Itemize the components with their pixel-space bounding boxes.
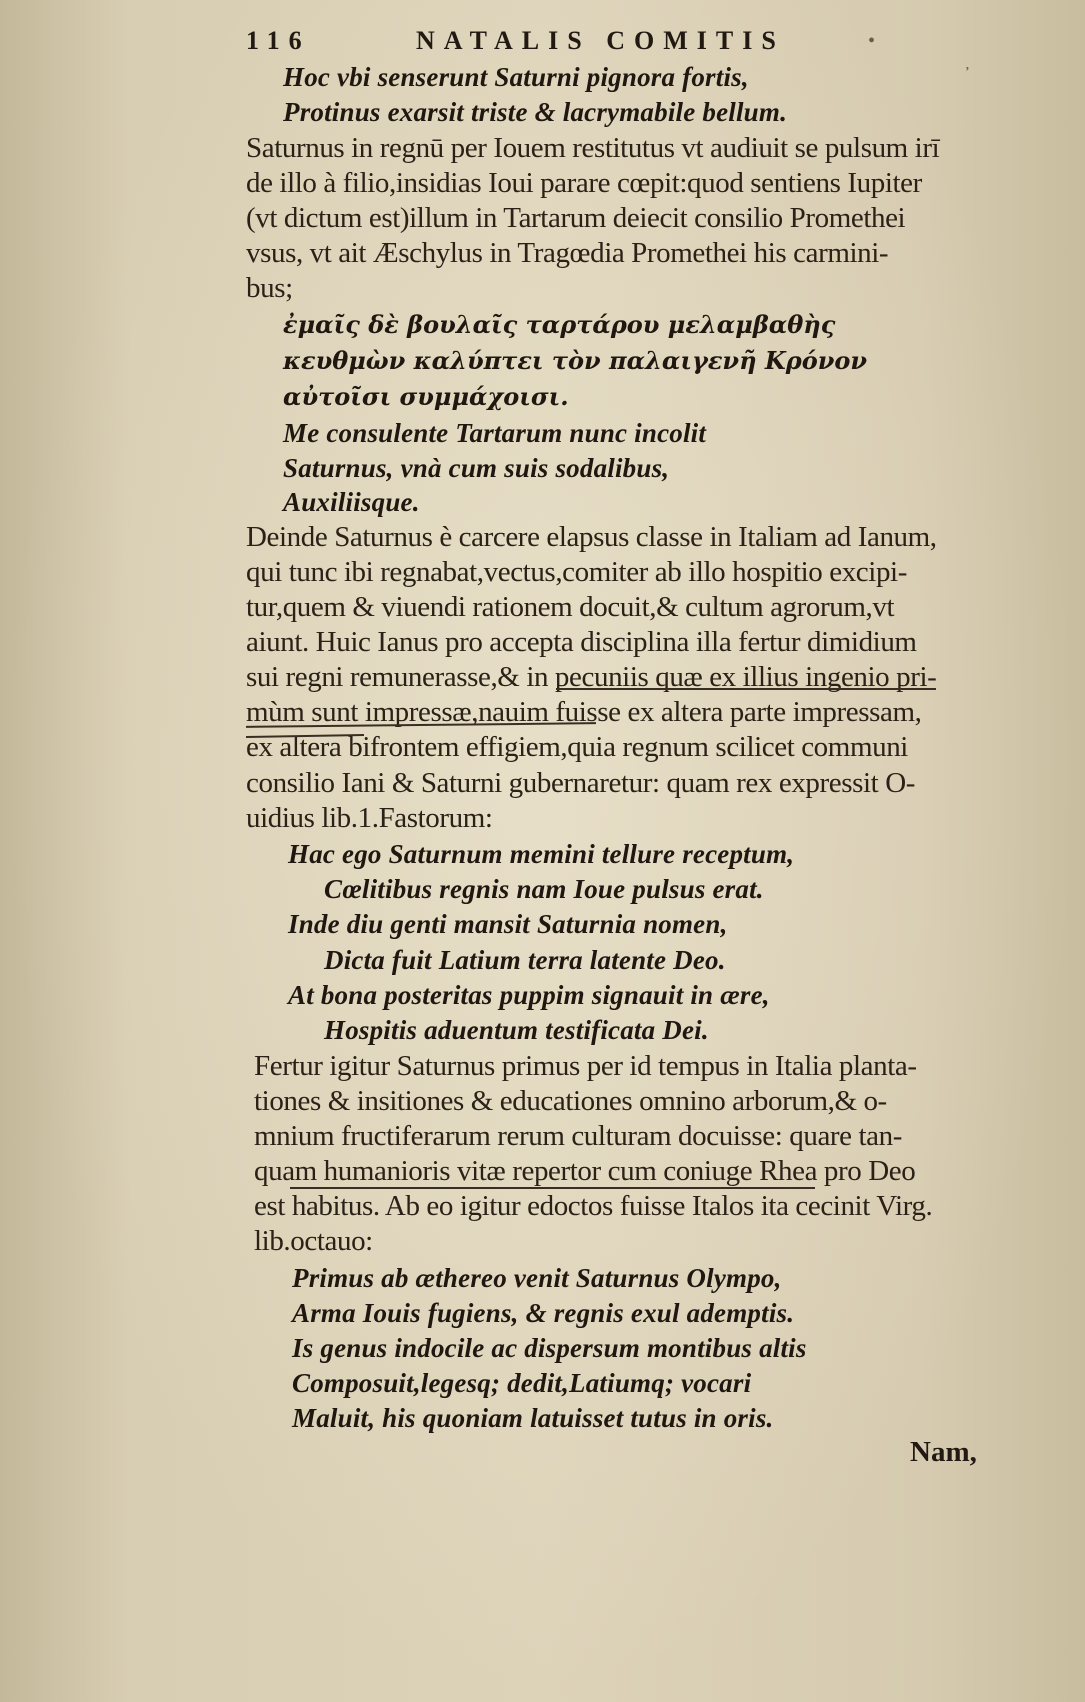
handwritten-underline (290, 1187, 815, 1189)
text-line: Maluit, his quoniam latuisset tutus in oris. (292, 1403, 774, 1433)
catchword: Nam, (910, 1436, 977, 1468)
text-line: Dicta fuit Latium terra latente Deo. (324, 945, 726, 975)
text-line: ex altera bifrontem effigiem,quia regnum scilicet communi (246, 731, 908, 763)
handwritten-underline (556, 688, 936, 690)
text-line: bus; (246, 272, 293, 304)
text-line: Saturnus, vnà cum suis sodalibus, (283, 453, 670, 483)
greek-line: αὐτοῖσι συμμάχοισι. (283, 382, 569, 411)
page-number: 116 (246, 26, 311, 55)
text-line: Fertur igitur Saturnus primus per id tempus in Italia planta- (254, 1050, 917, 1082)
text-line: Hospitis aduentum testificata Dei. (324, 1015, 709, 1045)
header-ornament-mark: • (868, 30, 876, 52)
text-line: Arma Iouis fugiens, & regnis exul ademptis. (292, 1298, 795, 1328)
text-line: mùm sunt impressæ,nauim fuisse ex altera parte impressam, (246, 696, 922, 728)
text-line: Composuit,legesq; dedit,Latiumq; vocari (292, 1368, 752, 1398)
text-line: Hac ego Saturnum memini tellure receptum, (288, 839, 795, 869)
text-line: tiones & insitiones & educationes omnino arborum,& o- (254, 1085, 887, 1117)
text-line: Saturnus in regnū per Iouem restitutus vt audiuit se pulsum irī (246, 132, 940, 164)
text-line: (vt dictum est)illum in Tartarum deiecit consilio Promethei (246, 202, 906, 234)
text-line: aiunt. Huic Ianus pro accepta disciplina illa fertur dimidium (246, 626, 917, 658)
greek-line: κευθμὼν καλύπτει τὸν παλαιγενῆ Κρόνον (283, 346, 868, 375)
text-line: consilio Iani & Saturni gubernaretur: quam rex expressit O- (246, 767, 915, 799)
text-line: qui tunc ibi regnabat,vectus,comiter ab illo hospitio excipi- (246, 556, 907, 588)
text-line: Primus ab æthereo venit Saturnus Olympo, (292, 1263, 782, 1293)
text-line: mnium fructiferarum rerum culturam docuisse: quare tan- (254, 1120, 902, 1152)
text-line: sui regni remunerasse,& in pecuniis quæ ex illius ingenio pri- (246, 661, 937, 693)
text-line: Protinus exarsit triste & lacrymabile bellum. (283, 97, 788, 127)
text-line: Hoc vbi senserunt Saturni pignora fortis, (283, 62, 749, 92)
text-line: Inde diu genti mansit Saturnia nomen, (288, 909, 728, 939)
text-line: de illo à filio,insidias Ioui parare cœpit:quod sentiens Iupiter (246, 167, 922, 199)
text-line: Deinde Saturnus è carcere elapsus classe in Italiam ad Ianum, (246, 521, 937, 553)
text-line: At bona posteritas puppim signauit in ære, (288, 980, 770, 1010)
greek-line: ἐμαῖς δὲ βουλαῖς ταρτάρου μελαμβαθὴς (283, 310, 836, 339)
text-line: lib.octauo: (254, 1225, 373, 1257)
text-line: est habitus. Ab eo igitur edoctos fuisse Italos ita cecinit Virg. (254, 1190, 933, 1222)
text-line: vsus, vt ait Æschylus in Tragœdia Promethei his carmini- (246, 237, 889, 269)
margin-mark: ᾽ (964, 64, 971, 86)
running-title: NATALIS COMITIS (416, 26, 785, 55)
text-line: tur,quem & viuendi rationem docuit,& cultum agrorum,vt (246, 591, 895, 623)
text-line: Cœlitibus regnis nam Ioue pulsus erat. (324, 874, 764, 904)
text-line: quam humanioris vitæ repertor cum coniuge Rhea pro Deo (254, 1155, 916, 1187)
text-line: Is genus indocile ac dispersum montibus altis (292, 1333, 807, 1363)
text-line: Auxiliisque. (283, 487, 420, 517)
text-line: Me consulente Tartarum nunc incolit (283, 418, 707, 448)
text-line: uidius lib.1.Fastorum: (246, 802, 493, 834)
